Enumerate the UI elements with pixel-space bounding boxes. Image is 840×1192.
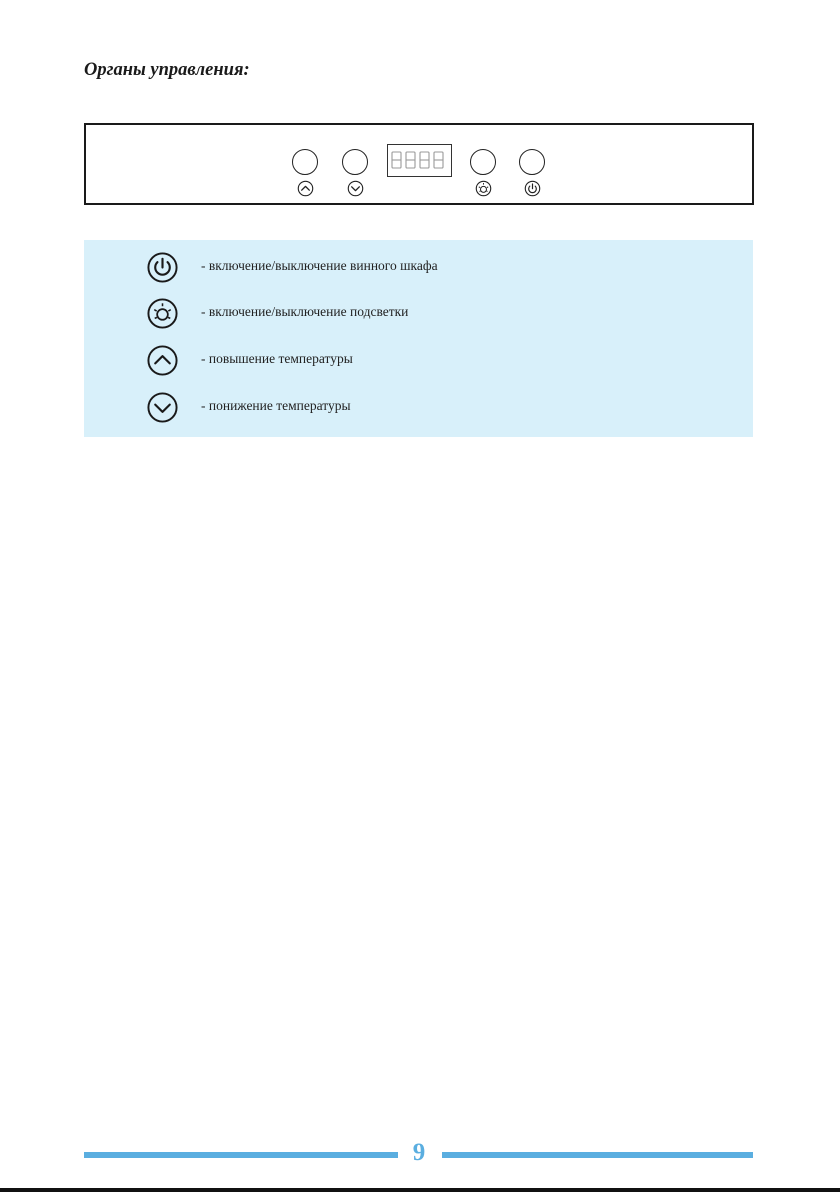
power-icon — [524, 180, 541, 197]
panel-button-light — [470, 149, 496, 175]
legend-item — [84, 387, 753, 427]
legend-text: - включение/выключение подсветки — [201, 304, 409, 319]
panel-button-up — [292, 149, 318, 175]
light-icon — [146, 297, 179, 330]
legend-text: - понижение температуры — [201, 398, 351, 413]
section-heading: Органы управления: — [84, 60, 250, 80]
bottom-edge-rule — [0, 1188, 840, 1192]
legend-text: - повышение температуры — [201, 351, 353, 366]
legend-text: - включение/выключение винного шкафа — [201, 258, 438, 273]
chevron-up-icon — [146, 344, 179, 377]
legend-item — [84, 340, 753, 380]
light-icon — [475, 180, 492, 197]
legend-item — [84, 247, 753, 287]
footer-rule-left — [84, 1152, 398, 1158]
chevron-up-icon — [297, 180, 314, 197]
controls-legend — [84, 240, 753, 437]
panel-button-power — [519, 149, 545, 175]
legend-item — [84, 293, 753, 333]
footer-rule-right — [442, 1152, 753, 1158]
control-panel-diagram — [84, 123, 754, 205]
page-number: 9 — [412, 1139, 426, 1166]
panel-button-down — [342, 149, 368, 175]
chevron-down-icon — [347, 180, 364, 197]
temperature-display — [387, 144, 452, 177]
power-icon — [146, 251, 179, 284]
seven-segment-digits-icon — [388, 145, 451, 176]
chevron-down-icon — [146, 391, 179, 424]
